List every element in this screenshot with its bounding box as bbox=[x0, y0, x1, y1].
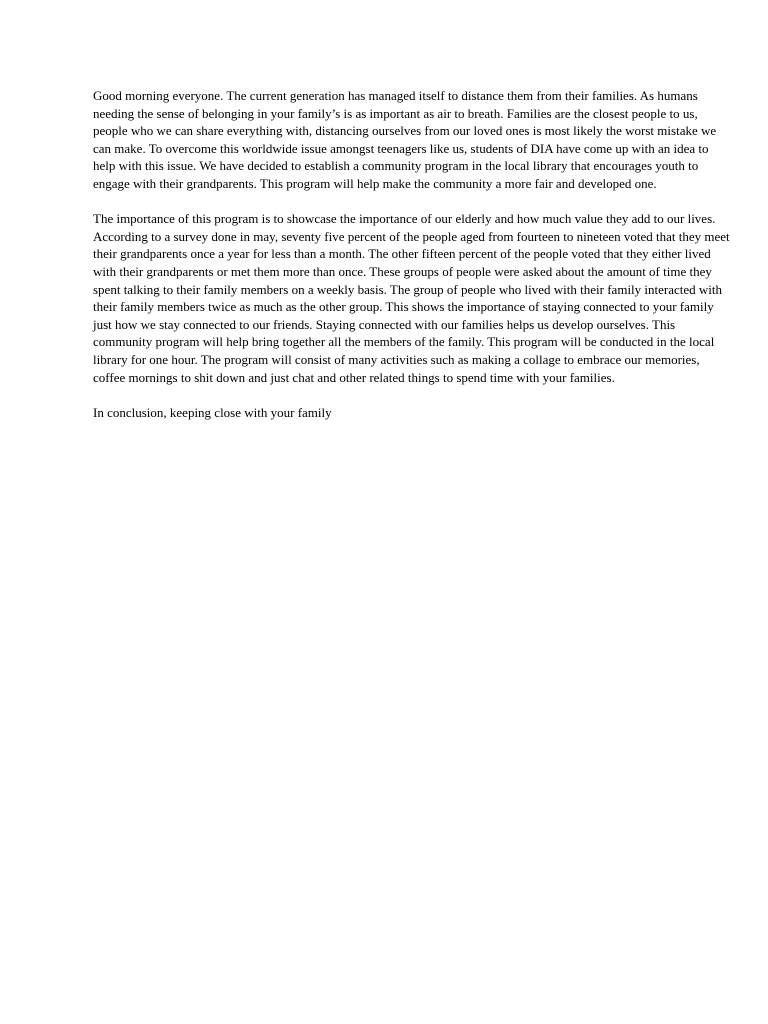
paragraph-importance: The importance of this program is to showcase the importance of our elderly and how much value they add to our lives. According to a survey done in may, seventy five percent of the people aged from fourteen to nineteen voted that they meet their grandparents once a year for less than a month. The other fifteen percent of the people voted that they either lived with their grandparents or met them more than once. These groups of people were asked about the amount of time they spent talking to their family members on a weekly basis. The group of people who lived with their family interacted with their family members twice as much as the other group. This shows the importance of staying connected to your family just how we stay connected to our friends. Staying connected with our families helps us develop ourselves. This community program will help bring together all the members of the family. This program will be conducted in the local library for one hour. The program will consist of many activities such as making a collage to embrace our memories, coffee mornings to shit down and just chat and other related things to spend time with your families. bbox=[93, 211, 730, 385]
paragraph-conclusion: In conclusion, keeping close with your family bbox=[93, 404, 332, 420]
document-body bbox=[93, 87, 733, 439]
paragraph-introduction: Good morning everyone. The current generation has managed itself to distance them from their families. As humans needing the sense of belonging in your family’s is as important as air to breath. Families are the closest people to us, people who we can share everything with, distancing ourselves from our loved ones is most likely the worst mistake we can make. To overcome this worldwide issue amongst teenagers like us, students of DIA have come up with an idea to help with this issue. We have decided to establish a community program in the local library that encourages youth to engage with their grandparents. This program will help make the community a more fair and developed one. bbox=[93, 88, 717, 191]
